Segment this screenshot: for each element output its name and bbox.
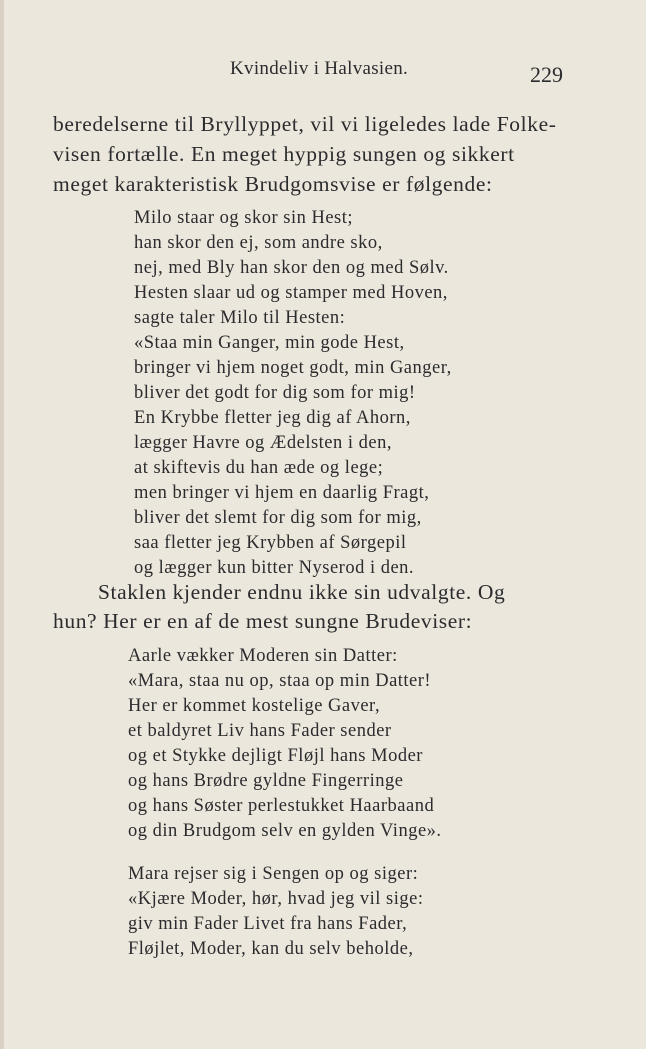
verse-line: En Krybbe fletter jeg dig af Ahorn, <box>134 408 411 428</box>
prose-line: beredelserne til Bryllyppet, vil vi ligeledes lade Folke- <box>53 112 557 136</box>
verse-line: og din Brudgom selv en gylden Vinge». <box>128 821 442 841</box>
verse-line: saa fletter jeg Krybben af Sørgepil <box>134 533 407 553</box>
verse-line: «Mara, staa nu op, staa op min Datter! <box>128 671 432 691</box>
verse-line: «Kjære Moder, hør, hvad jeg vil sige: <box>128 889 424 909</box>
verse-line: og et Stykke dejligt Fløjl hans Moder <box>128 746 423 766</box>
verse-line: bringer vi hjem noget godt, min Ganger, <box>134 358 452 378</box>
verse-line: og hans Brødre gyldne Fingerringe <box>128 771 404 791</box>
verse-line: et baldyret Liv hans Fader sender <box>128 721 392 741</box>
prose-line: hun? Her er en af de mest sungne Brudeviser: <box>53 609 473 633</box>
page-edge-shadow <box>0 0 4 1049</box>
verse-line: han skor den ej, som andre sko, <box>134 233 383 253</box>
verse-line: Mara rejser sig i Sengen op og siger: <box>128 864 419 884</box>
page-number: 229 <box>530 62 563 87</box>
verse-line: Her er kommet kostelige Gaver, <box>128 696 381 716</box>
verse-line: giv min Fader Livet fra hans Fader, <box>128 914 408 934</box>
verse-line: nej, med Bly han skor den og med Sølv. <box>134 258 449 278</box>
page-header <box>0 58 646 88</box>
running-title: Kvindeliv i Halvasien. <box>230 58 409 79</box>
verse-line: og hans Søster perlestukket Haarbaand <box>128 796 435 816</box>
prose-line: visen fortælle. En meget hyppig sungen og sikkert <box>53 142 515 166</box>
verse-line: bliver det godt for dig som for mig! <box>134 383 416 403</box>
verse-line: Hesten slaar ud og stamper med Hoven, <box>134 283 448 303</box>
verse-line: Fløjlet, Moder, kan du selv beholde, <box>128 939 414 959</box>
verse-line: men bringer vi hjem en daarlig Fragt, <box>134 483 430 503</box>
verse-line: lægger Havre og Ædelsten i den, <box>134 433 392 453</box>
verse-line: sagte taler Milo til Hesten: <box>134 308 346 328</box>
verse-line: Milo staar og skor sin Hest; <box>134 208 354 228</box>
prose-line: meget karakteristisk Brudgomsvise er følgende: <box>53 172 493 196</box>
verse-line: at skiftevis du han æde og lege; <box>134 458 384 478</box>
verse-line: bliver det slemt for dig som for mig, <box>134 508 422 528</box>
verse-line: «Staa min Ganger, min gode Hest, <box>134 333 405 353</box>
verse-line: og lægger kun bitter Nyserod i den. <box>134 558 415 578</box>
verse-line: Aarle vækker Moderen sin Datter: <box>128 646 398 666</box>
prose-line: Staklen kjender endnu ikke sin udvalgte. Og <box>98 580 506 604</box>
